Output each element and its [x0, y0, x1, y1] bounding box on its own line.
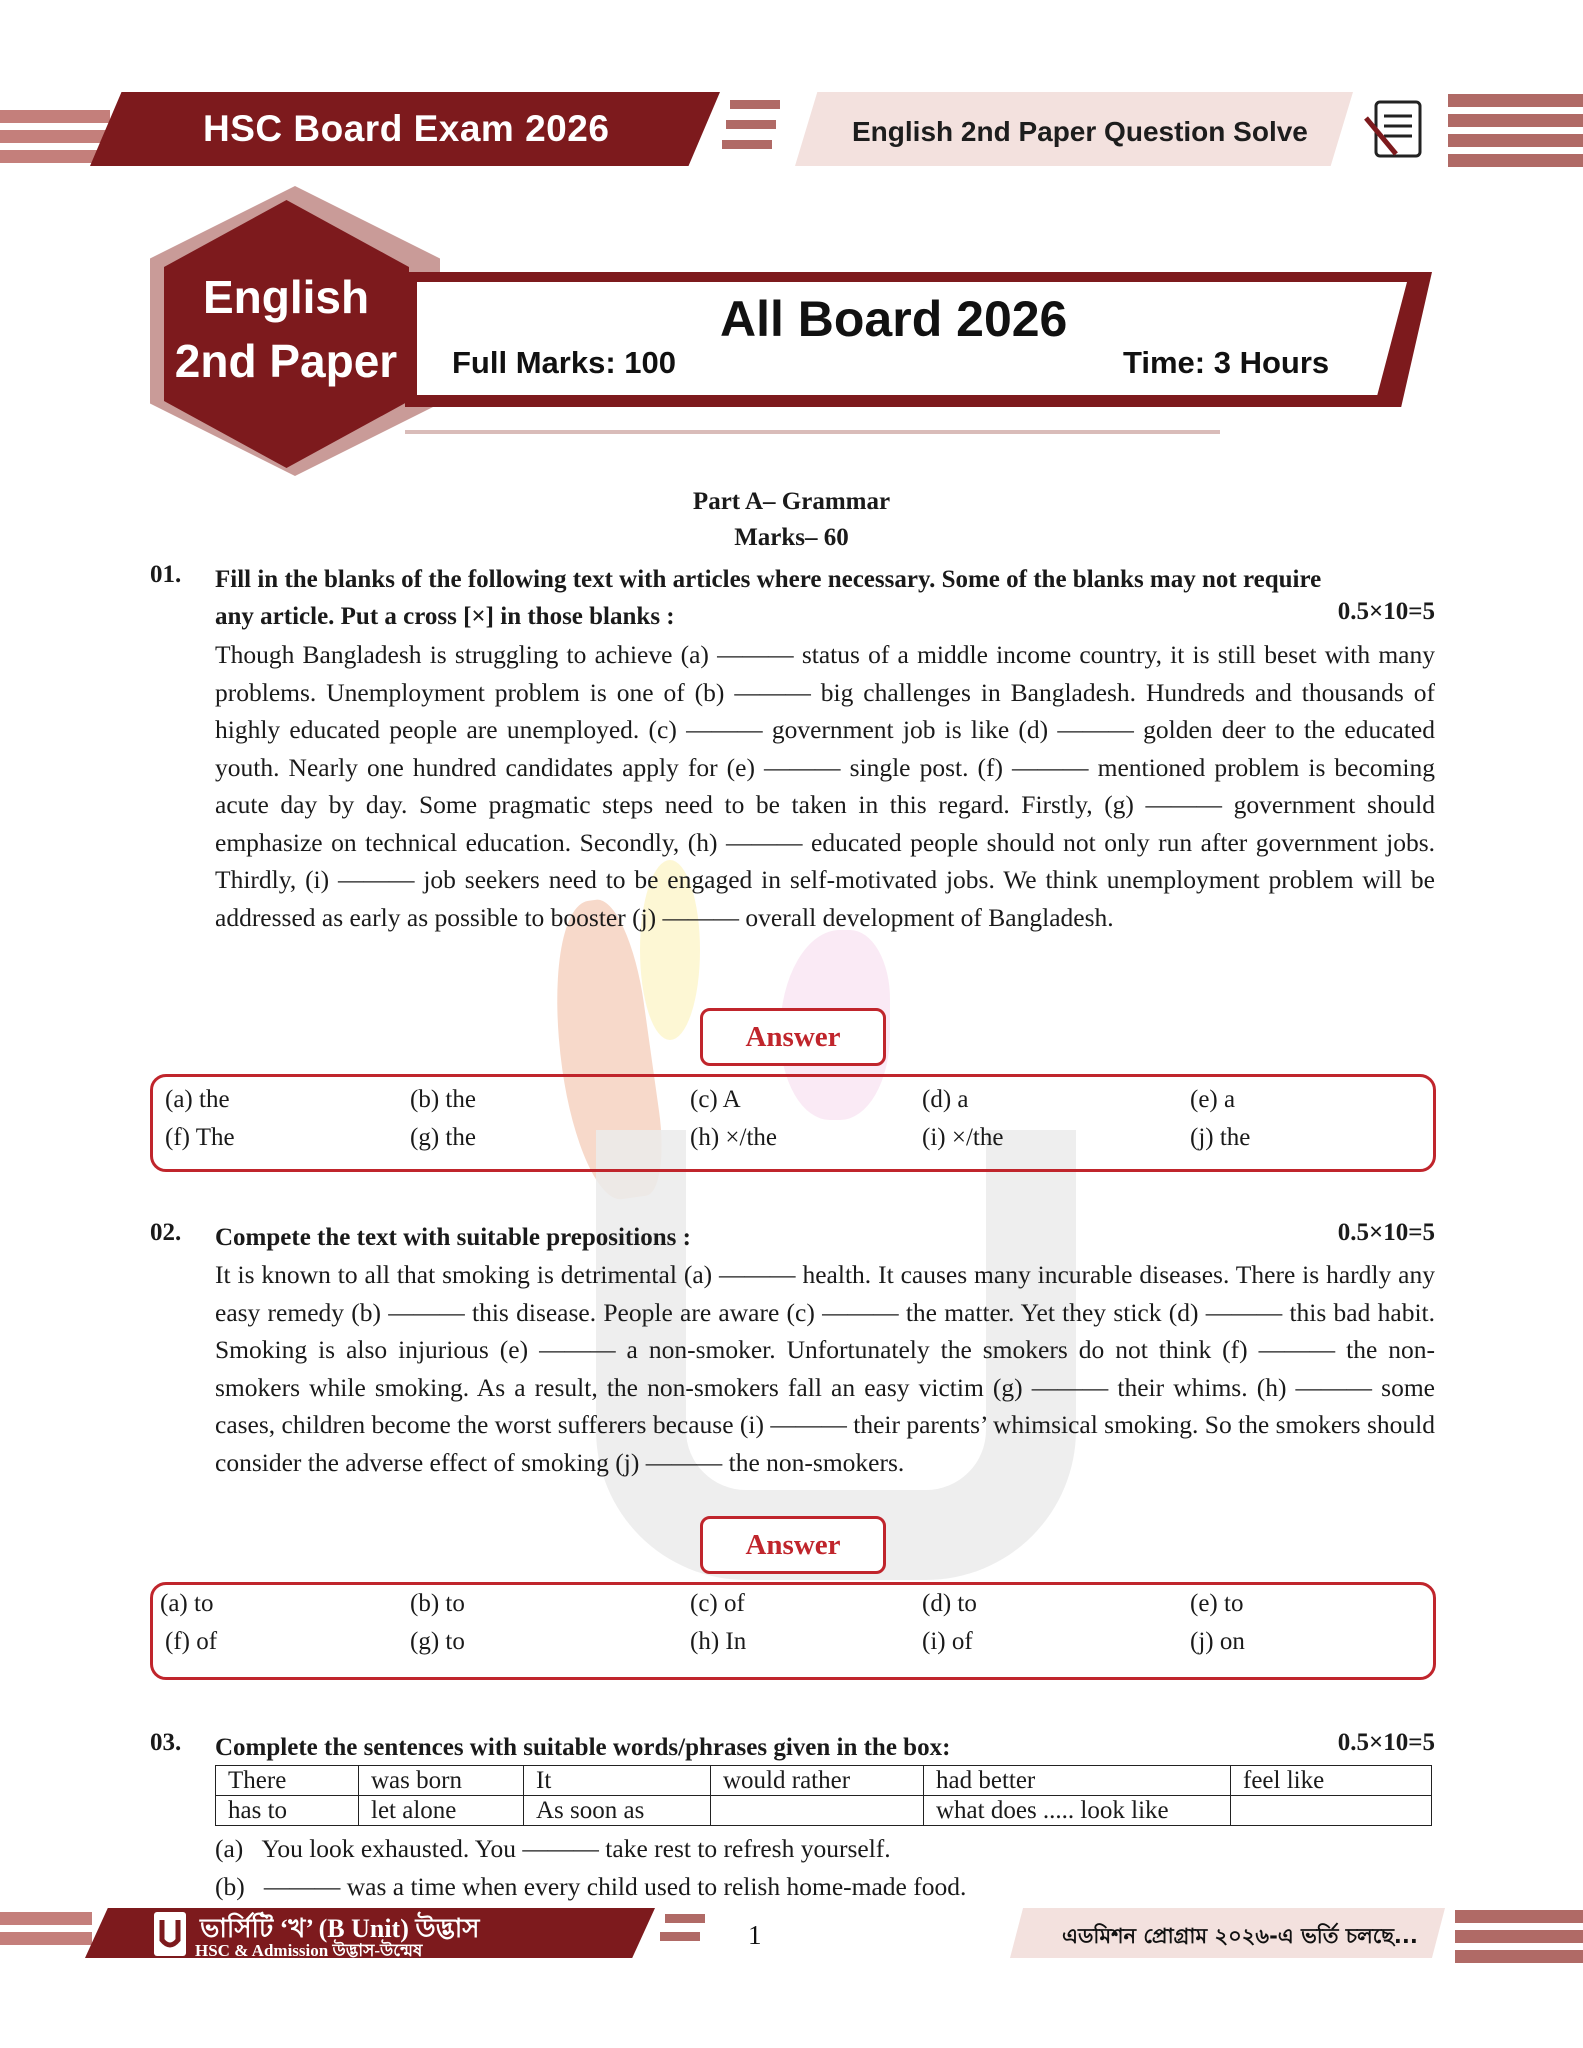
word-box-table	[215, 1765, 1432, 1826]
page-number: 1	[748, 1920, 762, 1950]
question-text: Though Bangladesh is struggling to achieve (a) ——— status of a middle income country, it is still beset with many problems. Unemployment problem is one of (b) ——— big challenges in Bangladesh. Hundreds and thousands of highly educated people are unemployed. (c) ——— government job is like (d) ——— golden deer to the educated youth. Nearly one hundred candidates apply for (e) ——— single post. (f) ——— mentioned problem is becoming acute day by day. Some pragmatic steps need to be taken in this regard. Firstly, (g) ——— government should emphasize on technical education. Secondly, (h) ——— educated people should not only run after government jobs. Thirdly, (i) ——— job seekers need to be engaged in self-motivated jobs. We think unemployment problem will be addressed as early as possible to booster (j) ——— overall development of Bangladesh.	[215, 640, 1435, 932]
question-text: It is known to all that smoking is detrimental (a) ——— health. It causes many incurable diseases. There is hardly any easy remedy (b) ——— this disease. People are aware (c) ——— the matter. Yet they stick (d) ——— this bad habit. Smoking is also injurious (e) ——— a non-smoker. Unfortunately the smokers do not think (f) ——— the non-smokers while smoking. As a result, the non-smokers fall an easy victim (g) ——— their whims. (h) ——— some cases, children become the worst sufferers because (i) ——— their parents’ whimsical smoking. So the smokers should consider the adverse effect of smoking (j) ——— the non-smokers.	[215, 1260, 1435, 1477]
footer-brand-line-2: HSC & Admission উদ্ভাস-উন্মেষ	[195, 1941, 423, 1960]
header-left-title: HSC Board Exam 2026	[203, 108, 610, 149]
question-marks: 0.5×10=5	[1337, 1729, 1435, 1756]
answer-box	[150, 1074, 1436, 1172]
answer-label: Answer	[700, 1516, 886, 1574]
question-instruction: Compete the text with suitable prepositions :	[215, 1224, 691, 1251]
footer-stripe	[0, 1912, 92, 1925]
word-cell: feel like	[1231, 1766, 1432, 1796]
word-cell	[1231, 1796, 1432, 1826]
scroll-pen-icon	[1362, 94, 1438, 166]
part-marks: Marks– 60	[734, 524, 849, 551]
answer-item: (j) the	[1190, 1124, 1251, 1151]
answer-item: (f) The	[165, 1124, 235, 1151]
subject-line-2: 2nd Paper	[174, 335, 398, 387]
answer-item: (i) ×/the	[922, 1124, 1004, 1151]
answer-item: (g) the	[410, 1124, 476, 1151]
answer-item: (f) of	[165, 1628, 218, 1655]
footer-divider-stripe	[660, 1932, 700, 1941]
header-stripe	[1448, 114, 1583, 127]
word-cell	[711, 1796, 924, 1826]
answer-item: (h) In	[690, 1628, 747, 1655]
part-title: Part A– Grammar	[692, 488, 891, 515]
answer-item: (a) the	[165, 1086, 230, 1113]
brand-logo-icon	[152, 1910, 188, 1958]
word-cell: would rather	[711, 1766, 924, 1796]
answer-item: (a) to	[160, 1590, 214, 1617]
table-row	[216, 1766, 1432, 1796]
answer-item: (b) the	[410, 1086, 476, 1113]
header-divider-stripe	[722, 140, 772, 149]
answer-item: (c) A	[690, 1086, 741, 1113]
footer-stripe	[1455, 1910, 1583, 1923]
word-cell: what does ..... look like	[924, 1796, 1231, 1826]
word-cell: As soon as	[524, 1796, 711, 1826]
answer-item: (j) on	[1190, 1628, 1245, 1655]
question-marks: 0.5×10=5	[1337, 1219, 1435, 1246]
question-number: 02.	[150, 1219, 182, 1246]
word-cell: let alone	[359, 1796, 524, 1826]
header-right-title: English 2nd Paper Question Solve	[852, 116, 1308, 147]
exam-time: Time: 3 Hours	[1123, 345, 1330, 380]
header-stripe	[1448, 94, 1583, 107]
answer-item: (g) to	[410, 1628, 465, 1655]
header-stripe	[1448, 134, 1583, 147]
question-instruction: Complete the sentences with suitable words/phrases given in the box:	[215, 1734, 951, 1761]
sentence-item: (a) You look exhausted. You ——— take rest to refresh yourself.	[215, 1834, 891, 1863]
answer-item: (i) of	[922, 1628, 973, 1655]
answer-item: (d) a	[922, 1086, 969, 1113]
footer-divider-stripe	[665, 1914, 705, 1923]
exam-title: All Board 2026	[720, 291, 1068, 347]
word-cell: had better	[924, 1766, 1231, 1796]
question-number: 01.	[150, 561, 182, 588]
header-stripe	[0, 110, 110, 123]
answer-item: (h) ×/the	[690, 1124, 777, 1151]
footer-stripe	[1455, 1950, 1583, 1963]
header-stripe	[0, 130, 110, 143]
header-divider-stripe	[730, 100, 780, 109]
question-marks: 0.5×10=5	[1337, 598, 1435, 625]
answer-item: (b) to	[410, 1590, 465, 1617]
answer-item: (e) a	[1190, 1086, 1236, 1113]
full-marks: Full Marks: 100	[452, 345, 676, 380]
answer-item: (e) to	[1190, 1590, 1244, 1617]
answer-item: (c) of	[690, 1590, 745, 1617]
subject-line-1: English	[202, 271, 370, 323]
sentence-item: (b) ——— was a time when every child used to relish home-made food.	[215, 1872, 967, 1901]
question-instruction: any article. Put a cross [×] in those blanks :	[215, 603, 675, 630]
footer-admission-text: এডমিশন প্রোগ্রাম ২০২৬-এ ভর্তি চলছে...	[1062, 1924, 1418, 1948]
word-cell: has to	[216, 1796, 359, 1826]
answer-label: Answer	[700, 1008, 886, 1066]
header-stripe	[1448, 154, 1583, 167]
table-row	[216, 1796, 1432, 1826]
question-instruction: Fill in the blanks of the following text with articles where necessary. Some of the blanks may not require	[215, 566, 1322, 593]
answer-item: (d) to	[922, 1590, 977, 1617]
footer-stripe	[0, 1932, 92, 1945]
banner-underline	[405, 430, 1220, 434]
header-divider-stripe	[726, 120, 776, 129]
word-cell: was born	[359, 1766, 524, 1796]
footer-brand-line-1: ভার্সিটি ‘খ’ (B Unit) উদ্ভাস	[200, 1914, 480, 1943]
footer-stripe	[1455, 1930, 1583, 1943]
word-cell: There	[216, 1766, 359, 1796]
word-cell: It	[524, 1766, 711, 1796]
question-number: 03.	[150, 1729, 182, 1756]
